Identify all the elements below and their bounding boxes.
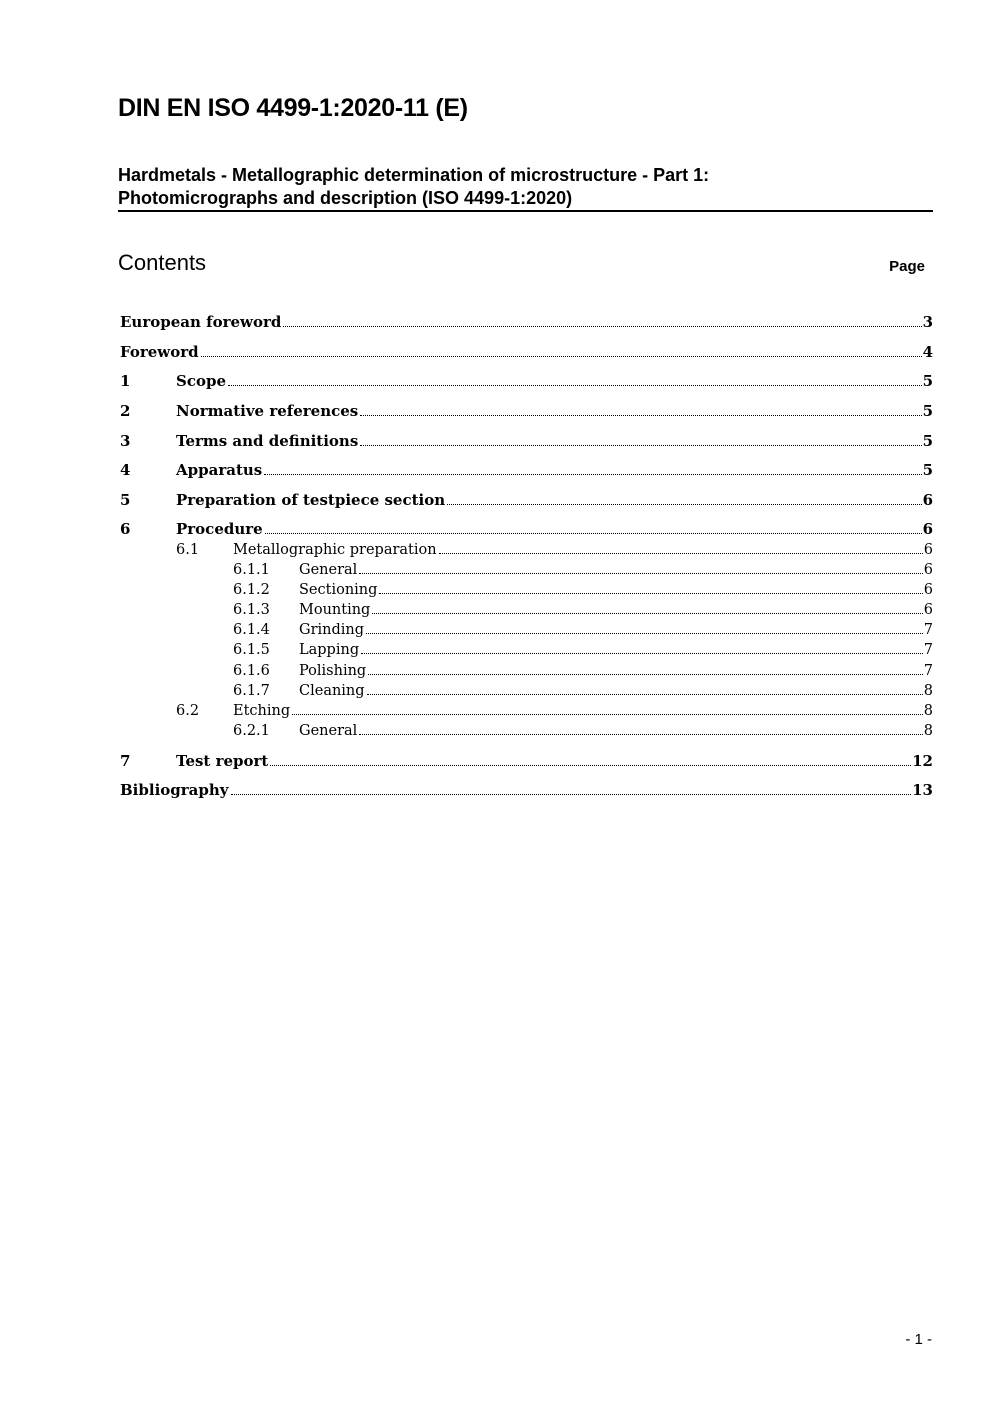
- toc-entry-page: 6: [922, 520, 933, 538]
- toc-entry-number: 6.1.3: [233, 602, 270, 618]
- dot-leader: [292, 713, 923, 715]
- dot-leader: [270, 764, 911, 766]
- toc-entry-page: 6: [923, 602, 933, 618]
- toc-entry-metallographic-preparation[interactable]: [120, 540, 933, 560]
- toc-entry-title: Foreword: [120, 343, 199, 361]
- toc-entry-lapping[interactable]: [120, 640, 933, 660]
- toc-entry-bibliography[interactable]: [120, 780, 933, 800]
- subtitle-line-1: Hardmetals - Metallographic determination of microstructure - Part 1:: [118, 165, 710, 185]
- toc-entry-title: Cleaning: [299, 683, 365, 699]
- toc-entry-preparation-of-testpiece-section[interactable]: [120, 490, 933, 510]
- toc-entry-page: 5: [922, 461, 933, 479]
- dot-leader: [360, 414, 921, 416]
- toc-entry-number: 1: [120, 372, 131, 390]
- toc-entry-page: 13: [912, 781, 933, 799]
- toc-entry-etching-general[interactable]: [120, 721, 933, 741]
- dot-leader: [447, 503, 921, 505]
- toc-entry-title: Metallographic preparation: [233, 542, 437, 558]
- toc-entry-title: Terms and definitions: [176, 432, 359, 450]
- dot-leader: [439, 552, 923, 554]
- toc-entry-procedure[interactable]: [120, 519, 933, 539]
- toc-entry-scope[interactable]: [120, 371, 933, 391]
- toc-entry-number: 5: [120, 491, 131, 509]
- toc-entry-page: 6: [922, 491, 933, 509]
- dot-leader: [265, 532, 922, 534]
- toc-entry-page: 7: [923, 642, 933, 658]
- footer-page-number: - 1 -: [905, 1331, 932, 1348]
- toc-entry-page: 6: [923, 582, 933, 598]
- toc-entry-title: Bibliography: [120, 781, 229, 799]
- toc-entry-general[interactable]: [120, 560, 933, 580]
- toc-entry-title: Polishing: [299, 663, 367, 679]
- toc-entry-number: 6.1.6: [233, 663, 270, 679]
- toc-entry-page: 5: [922, 402, 933, 420]
- toc-entry-cleaning[interactable]: [120, 681, 933, 701]
- toc-entry-title: Apparatus: [176, 461, 263, 479]
- toc-entry-european-foreword[interactable]: [120, 312, 933, 332]
- toc-entry-foreword[interactable]: [120, 342, 933, 362]
- toc-entry-number: 6.1.2: [233, 582, 270, 598]
- toc-entry-number: 6.1.1: [233, 562, 270, 578]
- toc-entry-number: 2: [120, 402, 131, 420]
- toc-entry-normative-references[interactable]: [120, 401, 933, 421]
- toc-entry-number: 3: [120, 432, 131, 450]
- toc-entry-title: Preparation of testpiece section: [176, 491, 446, 509]
- dot-leader: [360, 444, 921, 446]
- toc-entry-terms-and-definitions[interactable]: [120, 431, 933, 451]
- dot-leader: [359, 733, 922, 735]
- toc-entry-number: 6.1.4: [233, 622, 270, 638]
- toc-entry-polishing[interactable]: [120, 661, 933, 681]
- toc-entry-title: Test report: [176, 752, 269, 770]
- dot-leader: [372, 612, 922, 614]
- toc-entry-page: 8: [923, 703, 933, 719]
- toc-entry-title: Mounting: [299, 602, 371, 618]
- toc-entry-number: 6.1: [176, 542, 200, 558]
- toc-entry-page: 3: [922, 313, 933, 331]
- toc-entry-number: 6.1.5: [233, 642, 270, 658]
- toc-entry-test-report[interactable]: [120, 751, 933, 771]
- toc-entry-page: 8: [923, 683, 933, 699]
- document-title: DIN EN ISO 4499-1:2020-11 (E): [118, 94, 468, 122]
- toc-entry-page: 5: [922, 432, 933, 450]
- dot-leader: [231, 793, 912, 795]
- subtitle-line-2: Photomicrographs and description (ISO 4499-1:2020): [118, 188, 573, 208]
- toc-entry-title: Scope: [176, 372, 227, 390]
- toc-entry-page: 6: [923, 562, 933, 578]
- toc-entry-page: 7: [923, 622, 933, 638]
- toc-entry-grinding[interactable]: [120, 620, 933, 640]
- toc-entry-page: 8: [923, 723, 933, 739]
- toc-entry-number: 6.1.7: [233, 683, 270, 699]
- toc-entry-title: General: [299, 562, 358, 578]
- toc-entry-title: Sectioning: [299, 582, 378, 598]
- toc-entry-page: 7: [923, 663, 933, 679]
- dot-leader: [361, 652, 923, 654]
- dot-leader: [283, 325, 921, 327]
- toc-entry-title: General: [299, 723, 358, 739]
- toc-entry-page: 5: [922, 372, 933, 390]
- document-subtitle: [118, 164, 933, 212]
- toc-entry-title: Grinding: [299, 622, 365, 638]
- toc-entry-sectioning[interactable]: [120, 580, 933, 600]
- dot-leader: [379, 592, 922, 594]
- dot-leader: [367, 693, 923, 695]
- toc-entry-title: Etching: [233, 703, 291, 719]
- toc-entry-number: 6.2.1: [233, 723, 270, 739]
- toc-entry-number: 7: [120, 752, 131, 770]
- toc-entry-number: 6.2: [176, 703, 200, 719]
- toc-entry-apparatus[interactable]: [120, 460, 933, 480]
- dot-leader: [359, 572, 922, 574]
- toc-entry-page: 6: [923, 542, 933, 558]
- dot-leader: [201, 355, 922, 357]
- dot-leader: [368, 673, 923, 675]
- contents-heading: Contents: [118, 250, 207, 275]
- toc-entry-mounting[interactable]: [120, 600, 933, 620]
- toc-entry-number: 4: [120, 461, 131, 479]
- toc-entry-title: Normative references: [176, 402, 359, 420]
- toc-entry-title: Procedure: [176, 520, 263, 538]
- toc-entry-etching[interactable]: [120, 701, 933, 721]
- toc-entry-title: European foreword: [120, 313, 282, 331]
- page-column-label: Page: [889, 258, 925, 275]
- dot-leader: [264, 473, 921, 475]
- toc-entry-number: 6: [120, 520, 131, 538]
- toc-entry-page: 4: [922, 343, 933, 361]
- toc-entry-page: 12: [912, 752, 933, 770]
- dot-leader: [366, 632, 923, 634]
- dot-leader: [228, 384, 922, 386]
- toc-entry-title: Lapping: [299, 642, 360, 658]
